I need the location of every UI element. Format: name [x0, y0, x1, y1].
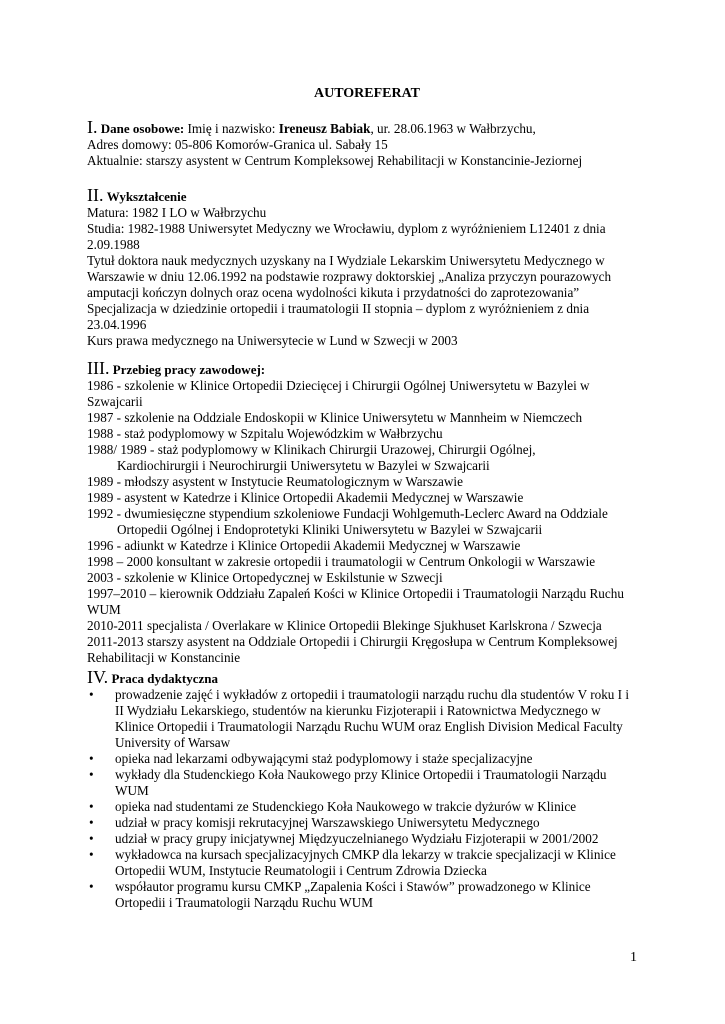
career-entry-line: 1998 – 2000 konsultant w zakresie ortopedii i traumatologii w Centrum Onkologii w Warszawie: [87, 554, 596, 569]
career-entry-line: 2010-2011 specjalista / Overlakare w Klinice Ortopedii Blekinge Sjukhuset Karlskrona / Szwecja: [87, 618, 602, 633]
career-entry-line: 1988/ 1989 - staż podyplomowy w Klinikach Chirurgii Urazowej, Chirurgii Ogólnej,: [87, 442, 536, 457]
address-line: Adres domowy: 05-806 Komorów-Granica ul. Sabały 15: [87, 137, 388, 152]
document-title: AUTOREFERAT: [313, 86, 421, 101]
career-entry-line: 1989 - asystent w Katedrze i Klinice Ortopedii Akademii Medycznej w Warszawie: [87, 490, 524, 505]
section-heading-personal: [87, 119, 647, 137]
career-entry-line: WUM: [87, 602, 121, 617]
name-label: Imię i nazwisko:: [187, 121, 276, 136]
section-title: Przebieg pracy zawodowej:: [112, 362, 266, 377]
section-heading-education: [87, 187, 647, 205]
teaching-item: [87, 751, 647, 767]
teaching-item: [87, 831, 647, 847]
section-title: Dane osobowe:: [100, 121, 185, 136]
career-entry-line: 1986 - szkolenie w Klinice Ortopedii Dziecięcej i Chirurgii Ogólnej Uniwersytetu w Bazylei w: [87, 378, 590, 393]
education-line: 2.09.1988: [87, 237, 140, 252]
section-number: II.: [87, 185, 104, 205]
career-entry-line: Rehabilitacji w Konstancinie: [87, 650, 241, 665]
education-line: Studia: 1982-1988 Uniwersytet Medyczny we Wrocławiu, dyplom z wyróżnieniem L12401 z dnia: [87, 221, 606, 236]
education-line: Kurs prawa medycznego na Uniwersytecie w Lund w Szwecji w 2003: [87, 333, 458, 348]
education-line: Tytuł doktora nauk medycznych uzyskany na I Wydziale Lekarskim Uniwersytetu Medycznego w: [87, 253, 605, 268]
section-heading-teaching: [87, 669, 647, 687]
section-number: IV.: [87, 667, 109, 687]
teaching-item: [87, 799, 647, 815]
career-entry-line: 2011-2013 starszy asystent na Oddziale Ortopedii i Chirurgii Kręgosłupa w Centrum Kompleksowej: [87, 634, 618, 649]
teaching-item-line: Ortopedii WUM, Instytucie Reumatologii i Centrum Zdrowia Dziecka: [115, 863, 487, 878]
teaching-item: [87, 687, 647, 751]
section-personal-data: [87, 119, 647, 169]
section-title: Wykształcenie: [106, 189, 187, 204]
teaching-item-line: • wykładowca na kursach specjalizacyjnych CMKP dla lekarzy w trakcie specjalizacji w Klinice: [115, 847, 616, 862]
section-teaching: [87, 669, 647, 911]
teaching-item-line: Klinice Ortopedii i Traumatologii Narządu Ruchu WUM oraz English Division Medical Faculty: [115, 719, 623, 734]
section-career: [87, 360, 647, 666]
career-entry-line: 2003 - szkolenie w Klinice Ortopedycznej w Eskilstunie w Szwecji: [87, 570, 443, 585]
birth-info: , ur. 28.06.1963 w Wałbrzychu,: [370, 121, 536, 136]
teaching-item-line: University of Warsaw: [115, 735, 231, 750]
section-education: [87, 187, 647, 349]
teaching-item-line: • opieka nad studentami ze Studenckiego Koła Naukowego w trakcie dyżurów w Klinice: [115, 799, 577, 814]
section-title: Praca dydaktyczna: [111, 671, 219, 686]
teaching-item-line: • udział w pracy komisji rekrutacyjnej Warszawskiego Uniwersytetu Medycznego: [115, 815, 540, 830]
teaching-item-line: WUM: [115, 783, 149, 798]
teaching-item-line: Ortopedii i Traumatologii Narządu Ruchu WUM: [115, 895, 373, 910]
education-line: Matura: 1982 I LO w Wałbrzychu: [87, 205, 267, 220]
teaching-item-line: • wykłady dla Studenckiego Koła Naukowego przy Klinice Ortopedii i Traumatologii Narządu: [115, 767, 607, 782]
teaching-item-line: • opieka nad lekarzami odbywającymi staż podyplomowy i staże specjalizacyjne: [115, 751, 533, 766]
current-position-line: Aktualnie: starszy asystent w Centrum Kompleksowej Rehabilitacji w Konstancinie-Jeziornej: [87, 153, 583, 168]
career-entry-line: 1987 - szkolenie na Oddziale Endoskopii w Klinice Uniwersytetu w Mannheim w Niemczech: [87, 410, 583, 425]
career-entry-line: Ortopedii Ogólnej i Endoprotetyki Kliniki Uniwersytetu w Bazylei w Szwajcarii: [117, 522, 543, 537]
teaching-item-line: II Wydziału Lekarskiego, studentów na kierunku Fizjoterapii i Ratownictwa Medycznego w: [115, 703, 601, 718]
section-heading-career: [87, 360, 647, 378]
career-entry-line: Kardiochirurgii i Neurochirurgii Uniwersytetu w Bazylei w Szwajcarii: [117, 458, 490, 473]
teaching-item: [87, 847, 647, 879]
teaching-list: [87, 687, 647, 911]
career-entry-line: 1992 - dwumiesięczne stypendium szkoleniowe Fundacji Wohlgemuth-Leclerc Award na Oddziale: [87, 506, 608, 521]
teaching-item-line: • współautor programu kursu CMKP „Zapalenia Kości i Stawów” prowadzonego w Klinice: [115, 879, 591, 894]
education-line: Specjalizacja w dziedzinie ortopedii i traumatologii II stopnia – dyplom z wyróżnieniem z dnia: [87, 301, 590, 316]
section-number: I.: [87, 117, 98, 137]
education-line: amputacji kończyn dolnych oraz ocena wydolności kikuta i przydatności do zaprotezowania”: [87, 285, 580, 300]
career-entry-line: Szwajcarii: [87, 394, 143, 409]
section-number: III.: [87, 358, 110, 378]
teaching-item: [87, 767, 647, 799]
teaching-item: [87, 815, 647, 831]
teaching-item-line: • udział w pracy grupy inicjatywnej Międzyuczelnianego Wydziału Fizjoterapii w 2001/2002: [115, 831, 599, 846]
career-entry-line: 1997–2010 – kierownik Oddziału Zapaleń Kości w Klinice Ortopedii i Traumatologii Narządu Ruchu: [87, 586, 624, 601]
teaching-item: [87, 879, 647, 911]
teaching-item-line: • prowadzenie zajęć i wykładów z ortopedii i traumatologii narządu ruchu dla studentów V roku I i: [115, 687, 630, 702]
career-entry-line: 1989 - młodszy asystent w Instytucie Reumatologicznym w Warszawie: [87, 474, 463, 489]
person-name: Ireneusz Babiak: [278, 121, 371, 136]
education-line: Warszawie w dniu 12.06.1992 na podstawie rozprawy doktorskiej „Analiza przyczyn pourazowych: [87, 269, 612, 284]
career-entry-line: 1988 - staż podyplomowy w Szpitalu Wojewódzkim w Wałbrzychu: [87, 426, 443, 441]
page-number: 1: [630, 950, 637, 965]
career-list: [87, 378, 647, 666]
education-line: 23.04.1996: [87, 317, 147, 332]
career-entry-line: 1996 - adiunkt w Katedrze i Klinice Ortopedii Akademii Medycznej w Warszawie: [87, 538, 521, 553]
